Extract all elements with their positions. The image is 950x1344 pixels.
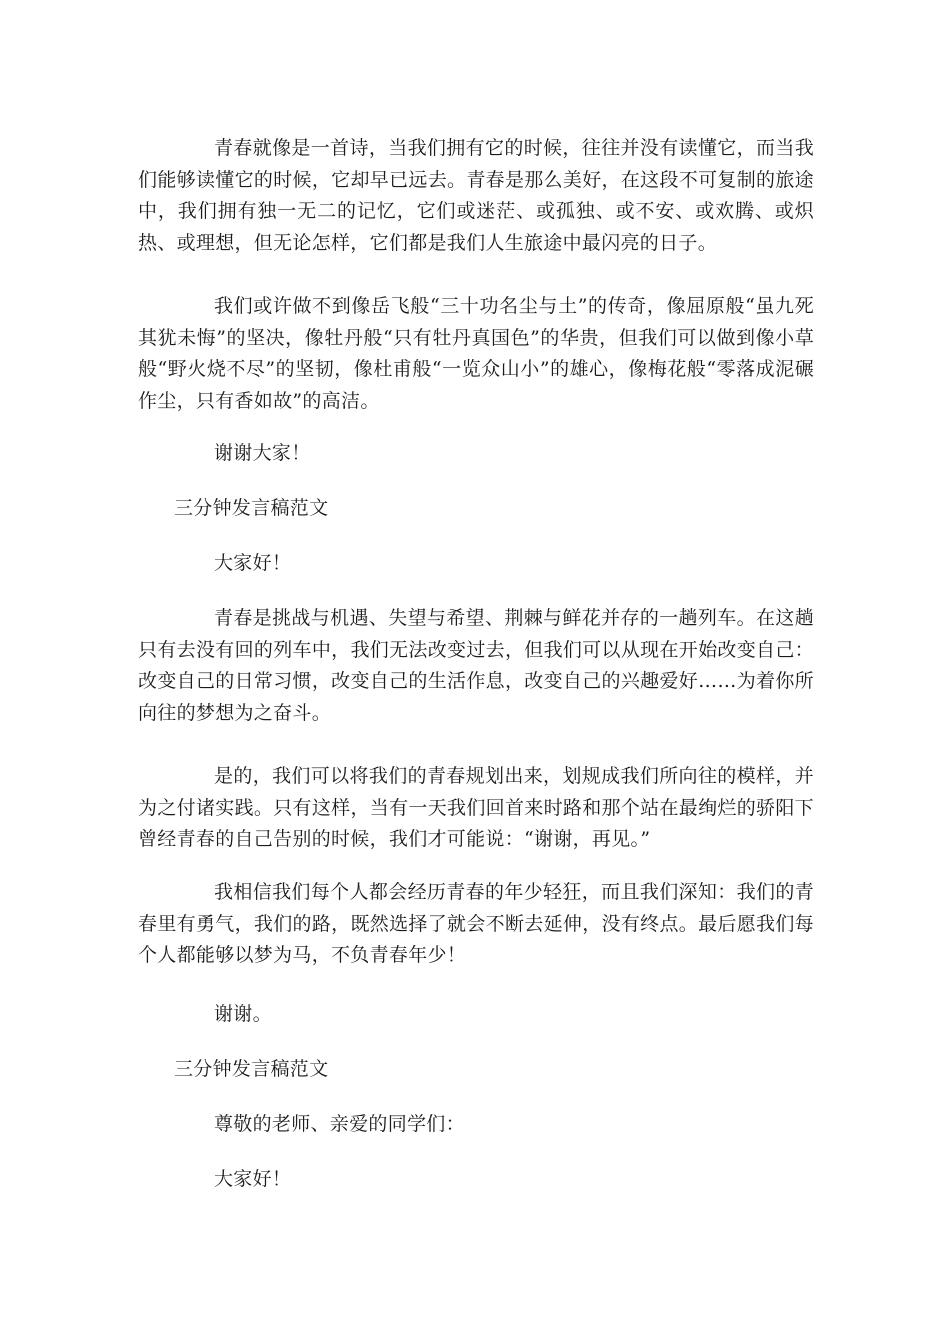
paragraph-courage: 我相信我们每个人都会经历青春的年少轻狂，而且我们深知：我们的青春里有勇气，我们的路，既然选择了就会不断去延伸，没有终点。最后愿我们每个人都能够以梦为马，不负青春年少！ [138,881,814,967]
section-heading-speech-sample-2: 三分钟发言稿范文 [174,1058,329,1080]
greeting-hello-everyone: 大家好！ [214,552,292,574]
paragraph-youth-poem: 青春就像是一首诗，当我们拥有它的时候，往往并没有读懂它，而当我们能够读懂它的时候，它却早已远去。青春是那么美好，在这段不可复制的旅途中，我们拥有独一无二的记忆，它们或迷茫、或孤独、或不安、或欢腾、或炽热、或理想，但无论怎样，它们都是我们人生旅途中最闪亮的日子。 [138,137,814,255]
paragraph-plan-youth: 是的，我们可以将我们的青春规划出来，划规成我们所向往的模样，并为之付诸实践。只有这样，当有一天我们回首来时路和那个站在最绚烂的骄阳下曾经青春的自己告别的时候，我们才可能说：“谢谢，再见。” [138,765,814,851]
paragraph-youth-train: 青春是挑战与机遇、失望与希望、荆棘与鲜花并存的一趟列车。在这趟只有去没有回的列车中，我们无法改变过去，但我们可以从现在开始改变自己：改变自己的日常习惯，改变自己的生活作息，改变自己的兴趣爱好……为着你所向往的梦想为之奋斗。 [138,607,814,725]
section-heading-speech-sample: 三分钟发言稿范文 [174,497,329,519]
closing-thanks: 谢谢。 [214,1003,272,1025]
salutation-teachers-students: 尊敬的老师、亲爱的同学们： [214,1113,465,1135]
closing-thanks-everyone: 谢谢大家！ [214,442,311,464]
paragraph-historical-figures: 我们或许做不到像岳飞般“三十功名尘与土”的传奇，像屈原般“虽九死其犹未悔”的坚决，像牡丹般“只有牡丹真国色”的华贵，但我们可以做到像小草般“野火烧不尽”的坚韧，像杜甫般“一览众山小”的雄心，像梅花般“零落成泥碾作尘，只有香如故”的高洁。 [138,295,814,413]
greeting-hello-everyone-2: 大家好！ [214,1168,292,1190]
